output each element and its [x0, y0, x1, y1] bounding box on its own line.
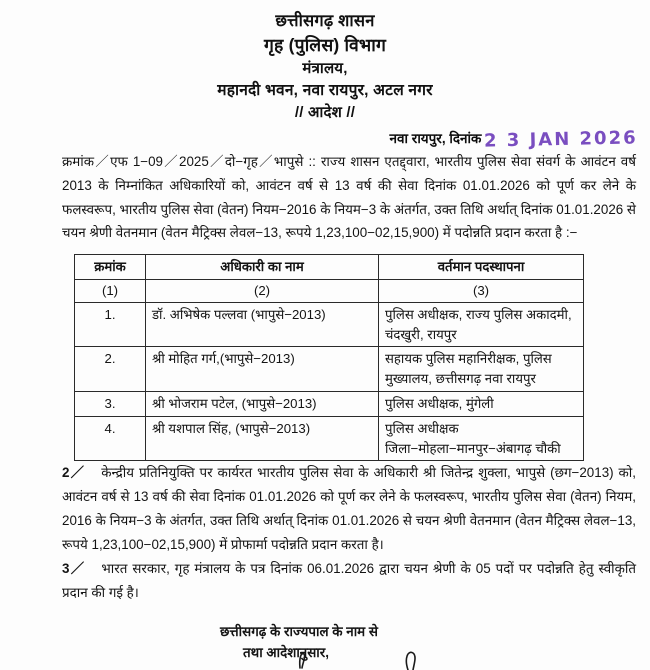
- cell-posting-line-1: पुलिस अधीक्षक, राज्य पुलिस अकादमी,: [385, 306, 572, 322]
- table-colnum-sno: (1): [75, 280, 146, 303]
- paragraph-2-text: केन्द्रीय प्रतिनियुक्ति पर कार्यरत भारतीय पुलिस सेवा के अधिकारी श्री जितेन्द्र शुक्ला, भापुसे (छग−2013) को, आवंटन वर्ष से 13 वर्ष की सेवा दिनांक 01.01.2026 को पूर्ण कर लेने के फलस्वरूप, भारतीय पुलिस सेवा (वेतन) नियम, 2016 के नियम−3 के अंतर्गत, उक्त तिथि अर्थात् दिनांक 01.01.2026 से चयन श्रेणी वेतनमान (वेतन मैट्रिक्स लेवल−13, रूपये 1,23,100−02,15,900) में प्रोफार्मा पदोन्नति प्रदान करता है।: [62, 465, 636, 553]
- signature-line-byorder: तथा आदेशानुसार,: [243, 645, 329, 661]
- body-paragraph-1-wrap: [0, 150, 650, 245]
- table-row: [75, 392, 584, 417]
- letterhead-line-department: गृह (पुलिस) विभाग: [263, 35, 387, 56]
- cell-sno: 2.: [75, 347, 146, 392]
- officers-table-wrap: [0, 254, 650, 461]
- paragraph-proforma-promotion: [62, 461, 636, 556]
- cell-posting-line-1: पुलिस अधीक्षक, मुंगेली: [385, 396, 494, 412]
- table-row: [75, 302, 584, 347]
- table-body: [75, 302, 584, 461]
- cell-officer-name: श्री यशपाल सिंह, (भापुसे−2013): [146, 416, 379, 461]
- signature-line-governor: छत्तीसगढ़ के राज्यपाल के नाम से: [220, 623, 378, 639]
- paragraph-2-number: 2／: [62, 465, 86, 481]
- table-row: [75, 416, 584, 461]
- table-colnum-name: (2): [146, 280, 379, 303]
- cell-sno: 3.: [75, 392, 146, 417]
- table-header-name: अधिकारी का नाम: [146, 255, 379, 280]
- letterhead-line-address: महानदी भवन, नवा रायपुर, अटल नगर: [217, 81, 433, 99]
- date-stamp: 2 3 JAN 2026: [484, 127, 639, 152]
- cell-posting: [379, 392, 584, 417]
- letterhead-line-order: // आदेश //: [294, 103, 356, 121]
- table-column-number-row: [75, 280, 584, 303]
- signature-block: [0, 621, 650, 664]
- table-header-posting: वर्तमान पदस्थापना: [379, 255, 584, 280]
- cell-sno: 1.: [75, 302, 146, 347]
- cell-officer-name: श्री भोजराम पटेल, (भापुसे−2013): [146, 392, 379, 417]
- cell-officer-name: डॉ. अभिषेक पल्लवा (भापुसे−2013): [146, 302, 379, 347]
- letterhead-line-government: छत्तीसगढ़ शासन: [275, 12, 375, 30]
- dateline-place-label: नवा रायपुर, दिनांक: [389, 130, 482, 146]
- table-head: [75, 255, 584, 303]
- dateline: [0, 129, 650, 150]
- cell-posting: [379, 416, 584, 461]
- table-row: [75, 347, 584, 392]
- paragraph-order-reference: क्रमांक／एफ 1−09／2025／दो−गृह／भापुसे :: राज्य शासन एतद्द्वारा, भारतीय पुलिस सेवा संवर्ग के आवंटन वर्ष 2013 के निम्नांकित अधिकारियों को, आवंटन वर्ष से 13 वर्ष की सेवा दिनांक 01.01.2026 को पूर्ण कर लेने के फलस्वरूप, भारतीय पुलिस सेवा (वेतन) नियम−2016 के नियम−3 के अंतर्गत, उक्त तिथि अर्थात् दिनांक 01.01.2026 से चयन श्रेणी वेतनमान (वेतन मैट्रिक्स लेवल−13, रूपये 1,23,100−02,15,900) में पदोन्नति प्रदान करता है :−: [62, 153, 636, 241]
- table-header-row: [75, 255, 584, 280]
- officers-table: [74, 254, 584, 461]
- cell-posting-line-2: चंदखुरी, रायपुर: [385, 326, 457, 342]
- cell-sno: 4.: [75, 416, 146, 461]
- cell-posting-line-2: मुख्यालय, छत्तीसगढ़ नवा रायपुर: [385, 371, 536, 387]
- table-colnum-posting: (3): [379, 280, 584, 303]
- body-paragraph-2-wrap: [0, 461, 650, 604]
- paragraph-sanction-reference: [62, 557, 636, 605]
- cell-posting-line-1: सहायक पुलिस महानिरीक्षक, पुलिस: [385, 351, 552, 367]
- cell-posting: [379, 347, 584, 392]
- paragraph-3-number: 3／: [62, 560, 86, 576]
- table-header-sno: क्रमांक: [75, 255, 146, 280]
- letterhead: [0, 0, 650, 123]
- letterhead-line-ministry: मंत्रालय,: [302, 60, 348, 78]
- paragraph-3-text: भारत सरकार, गृह मंत्रालय के पत्र दिनांक 06.01.2026 द्वारा चयन श्रेणी के 05 पदों पर पदोन्नति हेतु स्वीकृति प्रदान की गई है।: [62, 560, 636, 600]
- cell-posting-line-2: जिला−मोहला−मानपुर−अंबागढ़ चौकी: [385, 440, 561, 456]
- cell-posting-line-1: पुलिस अधीक्षक: [385, 420, 459, 436]
- cell-officer-name: श्री मोहित गर्ग,(भापुसे−2013): [146, 347, 379, 392]
- cell-posting: [379, 302, 584, 347]
